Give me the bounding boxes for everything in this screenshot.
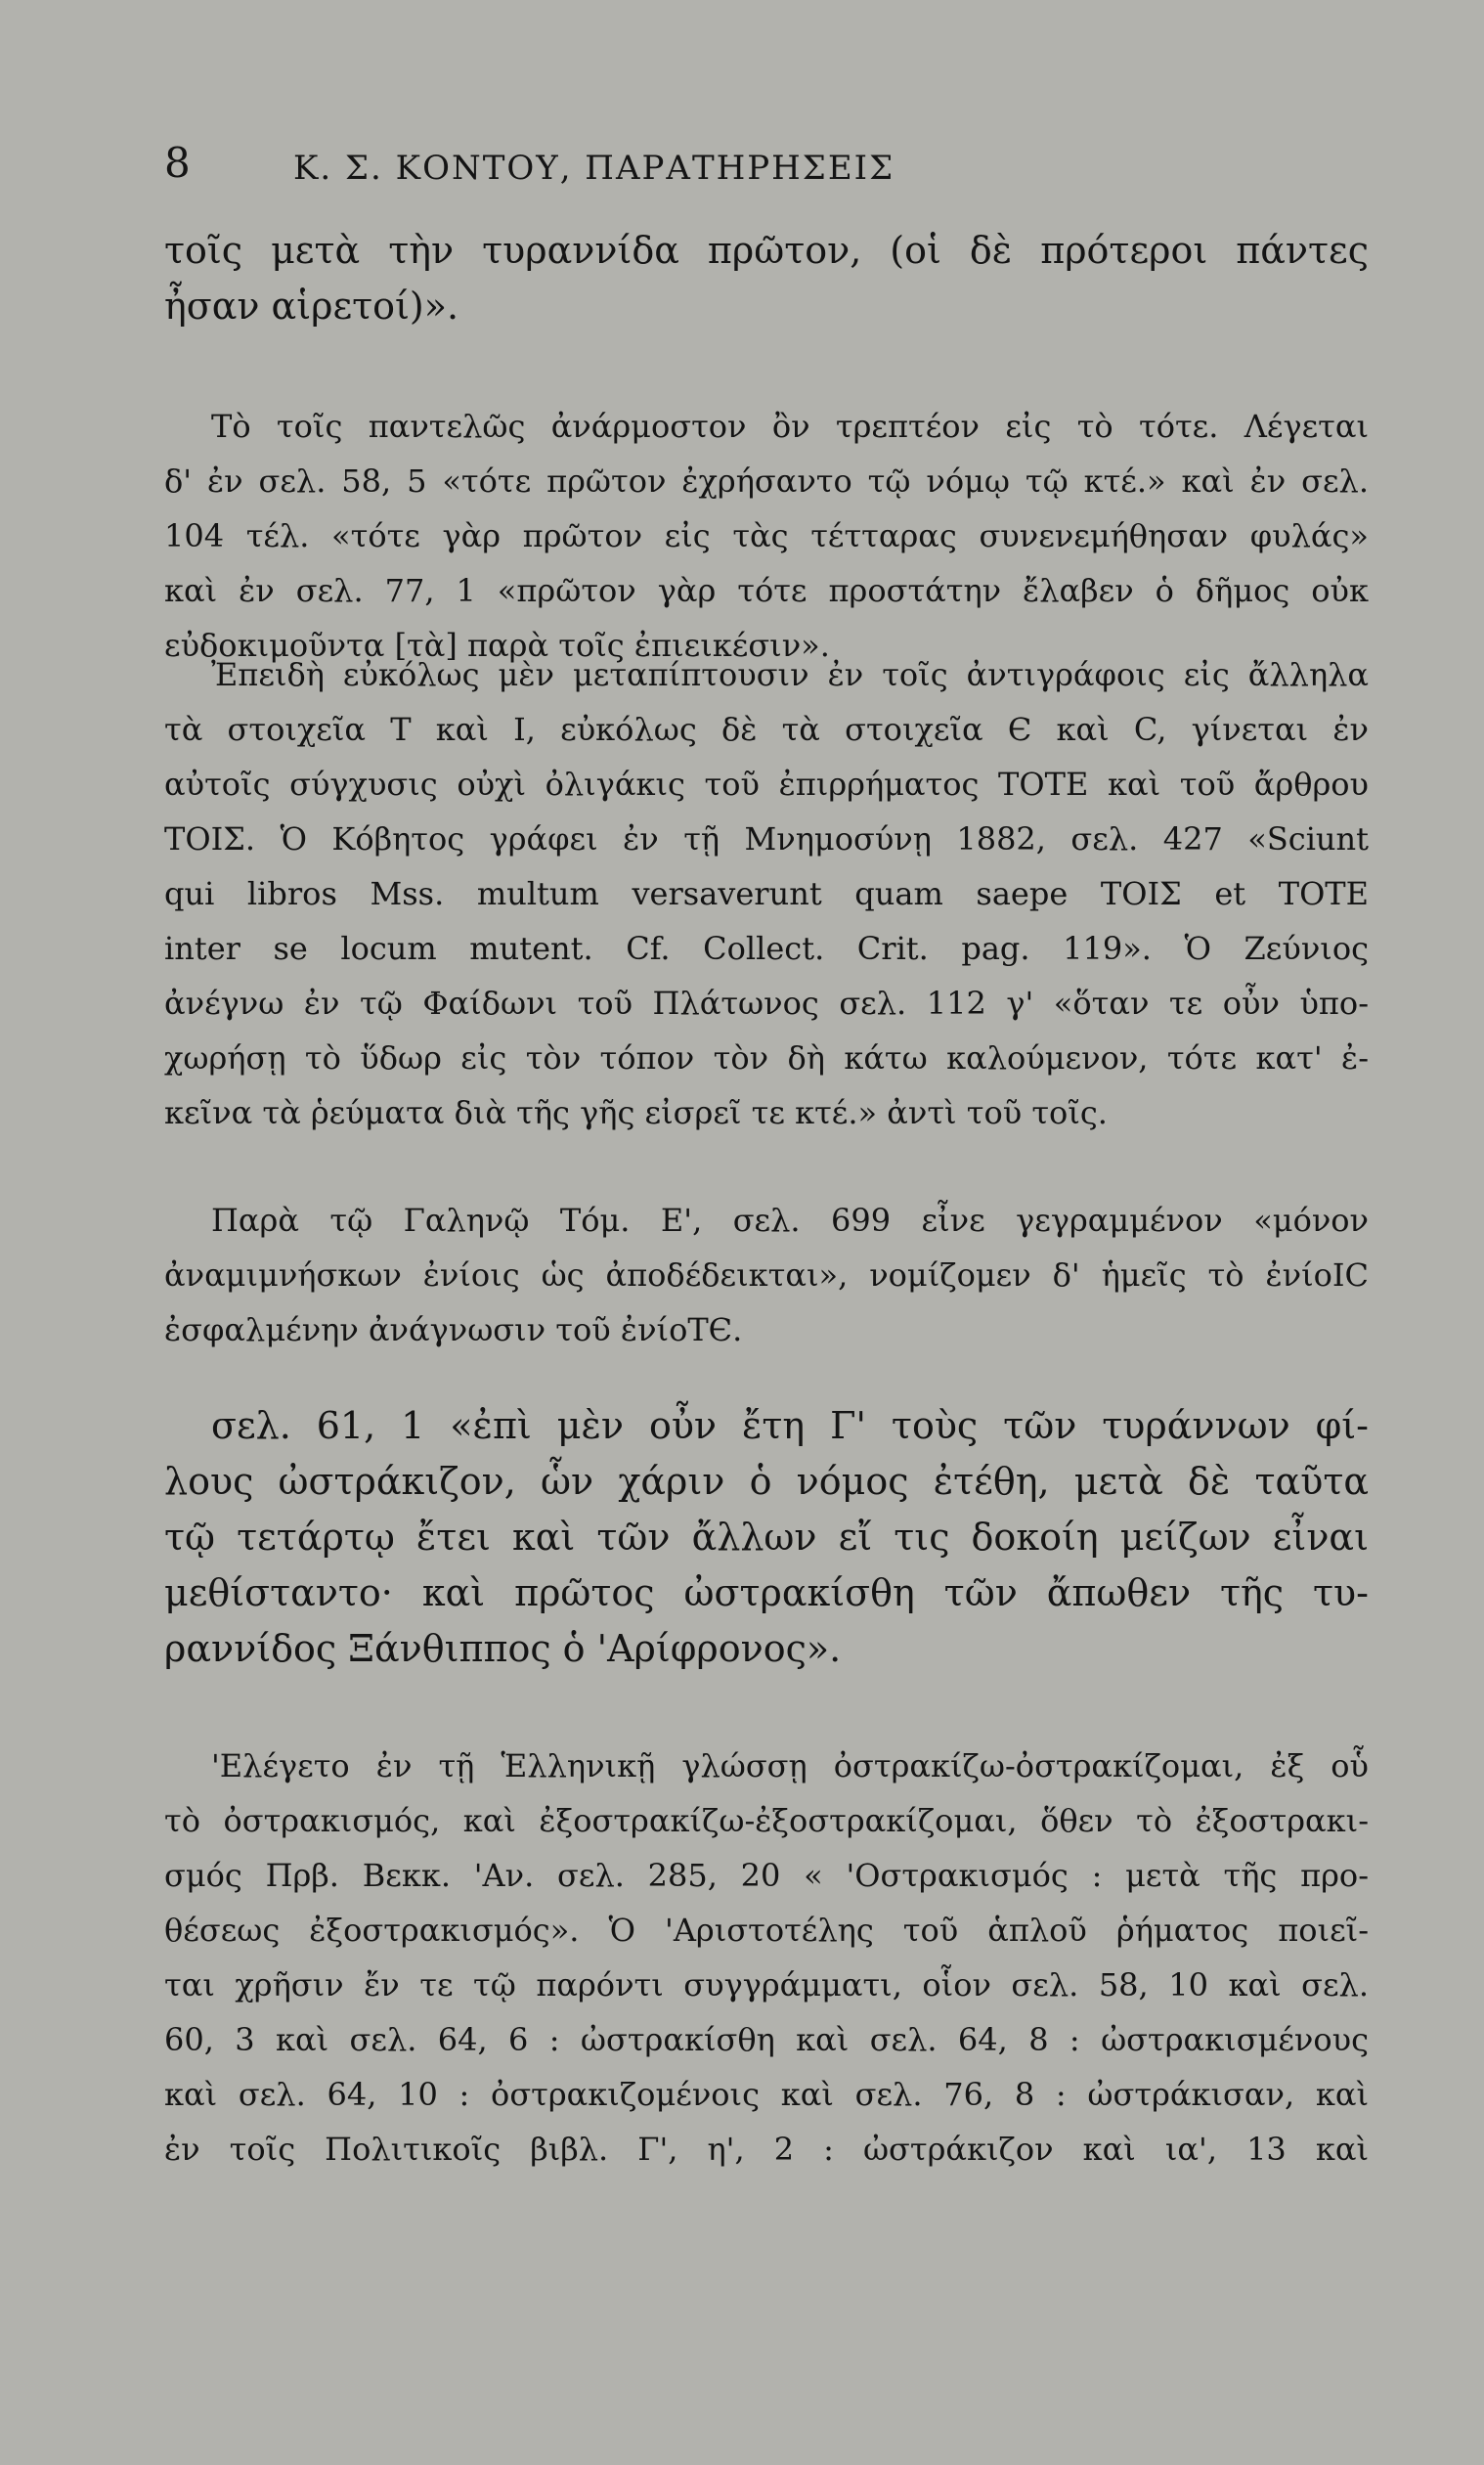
- text-line: θέσεως ἐξοστρακισμός». Ὁ 'Αριστοτέλης τοῦ ἁπλοῦ ῥήματος ποιεῖ-: [164, 1912, 1369, 1949]
- text-line: ἐσφαλμένην ἀνάγνωσιν τοῦ ἐνίοΤЄ.: [164, 1311, 743, 1348]
- text-line: Ἐπειδὴ εὐκόλως μὲν μεταπίπτουσιν ἐν τοῖς ἀντιγράφοις εἰς ἄλληλα: [211, 656, 1369, 693]
- paragraph-cited-text: [164, 1398, 1369, 1677]
- text-line: ἀναμιμνήσκων ἐνίοις ὡς ἀποδέδεικται», νομίζομεν δ' ἡμεῖς τὸ ἐνίοΙϹ: [164, 1256, 1369, 1294]
- text-line: ἦσαν αἱρετοί)».: [164, 285, 459, 328]
- paragraph-commentary: [164, 399, 1369, 673]
- running-title: Κ. Σ. ΚΟΝΤΟΥ, ΠΑΡΑΤΗΡΗΣΕΙΣ: [293, 149, 895, 188]
- text-line: τῷ τετάρτῳ ἔτει καὶ τῶν ἄλλων εἴ τις δοκοίη μείζων εἶναι: [164, 1516, 1369, 1559]
- text-line: 104 τέλ. «τότε γὰρ πρῶτον εἰς τὰς τέτταρας συνενεμήθησαν φυλάς»: [164, 517, 1369, 554]
- text-line: λους ὠστράκιζον, ὧν χάριν ὁ νόμος ἐτέθη, μετὰ δὲ ταῦτα: [164, 1460, 1369, 1503]
- paragraph-commentary: [164, 1193, 1369, 1357]
- text-line: ἐν τοῖς Πολιτικοῖς βιβλ. Γ', η', 2 : ὠστράκιζον καὶ ια', 13 καὶ: [164, 2131, 1369, 2168]
- text-line: εὐδοκιμοῦντα [τὰ] παρὰ τοῖς ἐπιεικέσιν».: [164, 627, 830, 664]
- text-line: δ' ἐν σελ. 58, 5 «τότε πρῶτον ἐχρήσαντο τῷ νόμῳ τῷ κτέ.» καὶ ἐν σελ.: [164, 462, 1369, 500]
- text-line: ται χρῆσιν ἔν τε τῷ παρόντι συγγράμματι, οἷον σελ. 58, 10 καὶ σελ.: [164, 1966, 1369, 2003]
- text-line: σελ. 61, 1 «ἐπὶ μὲν οὖν ἔτη Γ' τοὺς τῶν τυράννων φί-: [211, 1404, 1369, 1447]
- text-line: μεθίσταντο· καὶ πρῶτος ὠστρακίσθη τῶν ἄπωθεν τῆς τυ-: [164, 1571, 1369, 1614]
- page-number: 8: [164, 139, 191, 187]
- text-line: ΤΟΙΣ. Ὁ Κόβητος γράφει ἐν τῇ Μνημοσύνῃ 1882, σελ. 427 «Sciunt: [164, 820, 1369, 858]
- text-line: τὰ στοιχεῖα Τ καὶ Ι, εὐκόλως δὲ τὰ στοιχεῖα Є καὶ C, γίνεται ἐν: [164, 711, 1369, 748]
- text-line: καὶ σελ. 64, 10 : ὀστρακιζομένοις καὶ σελ. 76, 8 : ὠστράκισαν, καὶ: [164, 2076, 1369, 2113]
- text-line: inter se locum mutent. Cf. Collect. Crit. pag. 119». Ὁ Ζεύνιος: [164, 930, 1369, 967]
- paragraph-commentary: [164, 647, 1369, 1140]
- text-line: χωρήσῃ τὸ ὕδωρ εἰς τὸν τόπον τὸν δὴ κάτω καλούμενον, τότε κατ' ἐ-: [164, 1039, 1369, 1077]
- text-line: Παρὰ τῷ Γαληνῷ Τόμ. Ε', σελ. 699 εἶνε γεγραμμένον «μόνον: [211, 1202, 1369, 1239]
- paragraph-commentary: [164, 1739, 1369, 2177]
- text-line: 60, 3 καὶ σελ. 64, 6 : ὠστρακίσθη καὶ σελ. 64, 8 : ὠστρακισμένους: [164, 2021, 1369, 2058]
- text-line: κεῖνα τὰ ῥεύματα διὰ τῆς γῆς εἰσρεῖ τε κτέ.» ἀντὶ τοῦ τοῖς.: [164, 1094, 1108, 1131]
- text-line: ἀνέγνω ἐν τῷ Φαίδωνι τοῦ Πλάτωνος σελ. 112 γ' «ὅταν τε οὖν ὑπο-: [164, 985, 1369, 1022]
- text-line: σμός Πρβ. Βεκκ. 'Αν. σελ. 285, 20 « 'Οστρακισμός : μετὰ τῆς προ-: [164, 1857, 1369, 1894]
- text-line: αὐτοῖς σύγχυσις οὐχὶ ὀλιγάκις τοῦ ἐπιρρήματος ΤΟΤΕ καὶ τοῦ ἄρθρου: [164, 766, 1369, 803]
- text-line: τὸ ὀστρακισμός, καὶ ἐξοστρακίζω-ἐξοστρακίζομαι, ὅθεν τὸ ἐξοστρακι-: [164, 1802, 1369, 1839]
- text-line: καὶ ἐν σελ. 77, 1 «πρῶτον γὰρ τότε προστάτην ἔλαβεν ὁ δῆμος οὐκ: [164, 572, 1369, 609]
- text-line: τοῖς μετὰ τὴν τυραννίδα πρῶτον, (οἱ δὲ πρότεροι πάντες: [164, 229, 1369, 272]
- text-line: 'Ελέγετο ἐν τῇ Ἑλληνικῇ γλώσσῃ ὀστρακίζω-ὀστρακίζομαι, ἐξ οὗ: [211, 1747, 1369, 1784]
- text-line: Τὸ τοῖς παντελῶς ἀνάρμοστον ὂν τρεπτέον εἰς τὸ τότε. Λέγεται: [211, 408, 1369, 445]
- paragraph-quote-continuation: [164, 223, 1369, 334]
- text-line: ραννίδος Ξάνθιππος ὁ 'Αρίφρονος».: [164, 1627, 842, 1670]
- text-line: qui libros Mss. multum versaverunt quam saepe ΤΟΙΣ et ΤΟΤΕ: [164, 875, 1369, 912]
